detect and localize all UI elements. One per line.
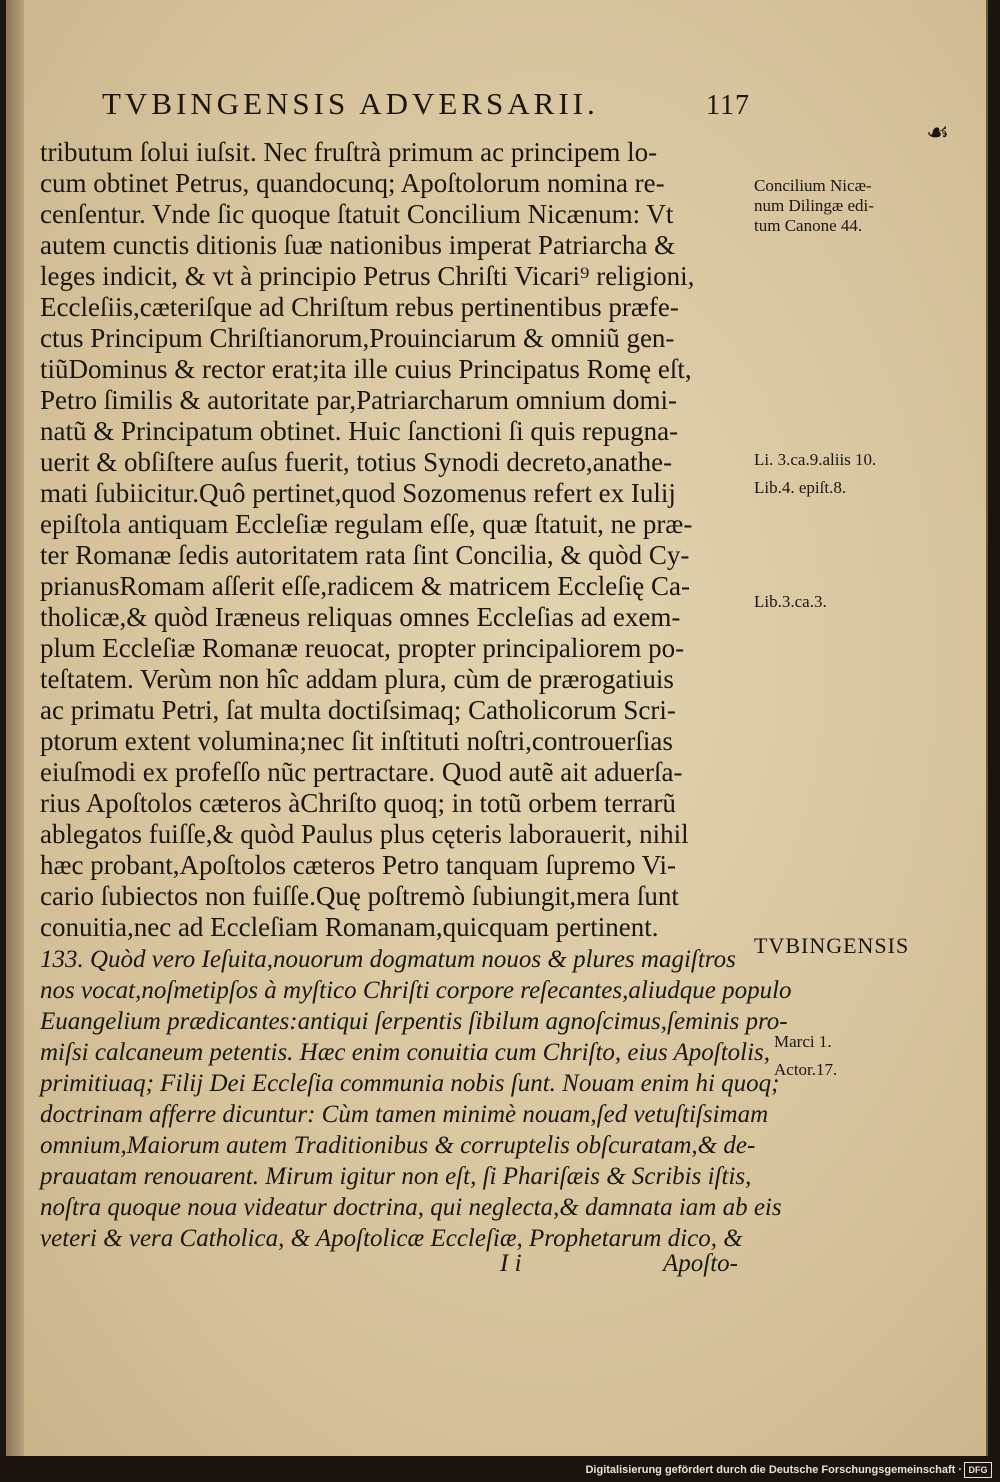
- book-page: [6, 0, 988, 1456]
- body-line: plum Eccleſiæ Romanæ reuocat, propter principaliorem po-: [40, 633, 685, 663]
- body-line: prianusRomam aſſerit eſſe,radicem & matricem Eccleſię Ca-: [40, 571, 690, 601]
- body-line: Petro ſimilis & autoritate par,Patriarcharum omnium domi-: [40, 385, 678, 415]
- margin-note: Actor.17.: [774, 1060, 838, 1079]
- italic-line: primitiuaq; Filij Dei Eccleſia communia nobis ſunt. Nouam enim hi quoq;: [40, 1070, 780, 1097]
- body-line: uerit & obſiſtere auſus fuerit, totius Synodi decreto,anathe-: [40, 447, 673, 477]
- body-line: epiſtola antiquam Eccleſiæ regulam eſſe, quæ ſtatuit, ne præ-: [40, 509, 693, 539]
- italic-line: doctrinam afferre dicuntur: Cùm tamen minimè nouam,ſed vetuſtiſsimam: [40, 1101, 769, 1128]
- italic-line: prauatam renouarent. Mirum igitur non eſt, ſi Phariſæis & Scribis iſtis,: [40, 1163, 752, 1190]
- italic-line: Euangelium prædicantes:antiqui ſerpentis ſibilum agnoſcimus,ſeminis pro-: [40, 1008, 788, 1035]
- signature-line: [40, 1250, 742, 1282]
- body-line: leges indicit, & vt à principio Petrus Chriſti Vicari⁹ religioni,: [40, 261, 695, 291]
- body-line: tributum ſolui iuſsit. Nec fruſtrà primum ac principem lo-: [40, 137, 658, 167]
- body-line: autem cunctis ditionis ſuæ nationibus imperat Patriarcha &: [40, 230, 676, 260]
- catchword: Apoſto-: [663, 1250, 738, 1277]
- body-line: teſtatem. Verùm non hîc addam plura, cùm de prærogatiuis: [40, 664, 674, 694]
- signature-mark: I i: [500, 1250, 522, 1277]
- page-number: 117: [706, 90, 750, 121]
- margin-note: [754, 176, 974, 236]
- body-line: mati ſubiicitur.Quô pertinet,quod Sozomenus refert ex Iulij: [40, 478, 676, 508]
- running-head-title: TVBINGENSIS ADVERSARII.: [102, 86, 599, 121]
- italic-line: nos vocat,noſmetipſos à myſtico Chriſti corpore reſecantes,aliudque populo: [40, 977, 792, 1004]
- body-line: tholicæ,& quòd Iræneus reliquas omnes Eccleſias ad exem-: [40, 602, 681, 632]
- body-line: ptorum extent volumina;nec ſit inſtituti noſtri,controuerſias: [40, 726, 673, 756]
- body-line: hæc probant,Apoſtolos cæteros Petro tanquam ſupremo Vi-: [40, 850, 677, 880]
- margin-note: Lib.4. epiſt.8.: [754, 478, 847, 497]
- dfg-logo: DFG: [964, 1462, 992, 1478]
- body-line: ter Romanæ ſedis autoritatem rata ſint Concilia, & quòd Cy-: [40, 540, 690, 570]
- body-line: rius Apoſtolos cæteros àChriſto quoq; in totũ orbem terrarũ: [40, 788, 676, 818]
- page-gutter: [6, 0, 24, 1456]
- body-line: eiuſmodi ex profeſſo nũc pertractare. Quod autẽ ait aduerſa-: [40, 757, 683, 787]
- margin-note: Li. 3.ca.9.aliis 10.: [754, 450, 877, 469]
- italic-line: veteri & vera Catholica, & Apoſtolicæ Eccleſiæ, Prophetarum dico, &: [40, 1225, 743, 1252]
- margin-note-line: Concilium Nicæ-: [754, 176, 872, 195]
- body-line: ac primatu Petri, ſat multa doctiſsimaq; Catholicorum Scri-: [40, 695, 676, 725]
- body-line: cenſentur. Vnde ſic quoque ſtatuit Concilium Nicænum: Vt: [40, 199, 674, 229]
- body-line: conuitia,nec ad Eccleſiam Romanam,quicquam pertinent.: [40, 912, 659, 942]
- ornament-icon: ☙: [926, 118, 950, 147]
- margin-note-line: num Dilingæ edi-: [754, 196, 874, 215]
- margin-note: Marci 1.: [774, 1032, 832, 1051]
- body-line: cum obtinet Petrus, quandocunq; Apoſtolorum nomina re-: [40, 168, 665, 198]
- italic-line: noſtra quoque noua videatur doctrina, qui neglecta,& damnata iam ab eis: [40, 1194, 782, 1221]
- margin-note-line: tum Canone 44.: [754, 216, 863, 235]
- margin-note: Lib.3.ca.3.: [754, 592, 827, 611]
- italic-line: omnium,Maiorum autem Traditionibus & corruptelis obſcuratam,& de-: [40, 1132, 756, 1159]
- italic-line: miſsi calcaneum petentis. Hæc enim conuitia cum Chriſto, eius Apoſtolis,: [40, 1039, 771, 1066]
- italic-line: 133. Quòd vero Ieſuita,nouorum dogmatum nouos & plures magiſtros: [40, 946, 736, 973]
- margin-note: TVBINGENSIS: [754, 933, 910, 958]
- body-line: ctus Principum Chriſtianorum,Prouinciarum & omniũ gen-: [40, 323, 675, 353]
- body-line: Eccleſiis,cæteriſque ad Chriſtum rebus pertinentibus præfe-: [40, 292, 679, 322]
- body-line: cario ſubiectos non fuiſſe.Quę poſtremò ſubiungit,mera ſunt: [40, 881, 679, 911]
- body-line: natũ & Principatum obtinet. Huic ſanctioni ſi quis repugna-: [40, 416, 679, 446]
- body-line: tiũDominus & rector erat;ita ille cuius Principatus Romę eſt,: [40, 354, 692, 384]
- running-head: [102, 86, 750, 122]
- body-line: ablegatos fuiſſe,& quòd Paulus plus cęteris laborauerit, nihil: [40, 819, 689, 849]
- footer-credit: Digitalisierung gefördert durch die Deutsche Forschungsgemeinschaft ·: [585, 1464, 962, 1476]
